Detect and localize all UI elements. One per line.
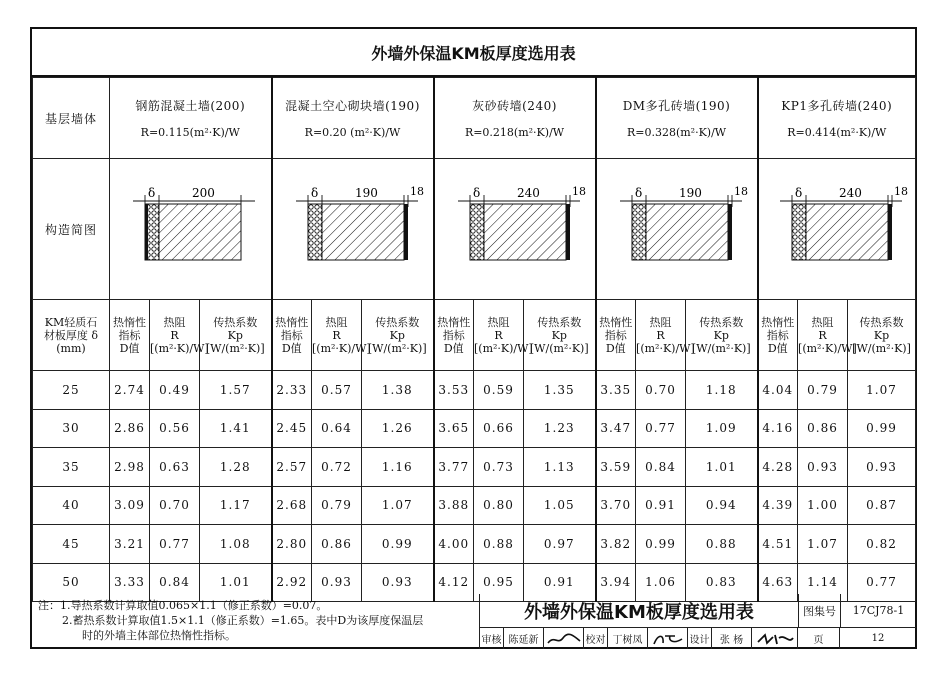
designer-signature: [752, 628, 798, 649]
table-cell: 0.79: [798, 371, 848, 410]
table-cell: 0.70: [636, 371, 686, 410]
col-header-line: R: [170, 328, 179, 342]
col-header-line: 指标: [118, 328, 141, 342]
table-cell: 0.77: [150, 525, 200, 564]
table-cell: 0.93: [848, 448, 916, 487]
col-header-line: 热阻: [487, 315, 510, 329]
reviewer-name: 陈延新: [504, 628, 544, 649]
col-header-line: 热惰性: [113, 315, 146, 329]
thickness-value: 35: [33, 448, 110, 487]
table-cell: 0.84: [636, 448, 686, 487]
thickness-value: 40: [33, 486, 110, 525]
diagram-label: 构造简图: [33, 159, 110, 300]
table-cell: 0.56: [150, 409, 200, 448]
thickness-label-line: 材板厚度 δ: [43, 328, 99, 342]
table-cell: 0.88: [686, 525, 758, 564]
table-cell: 0.70: [150, 486, 200, 525]
col-header-line: D值: [281, 341, 302, 355]
col-header-line: 指标: [280, 328, 303, 342]
col-header-line: 传热系数: [375, 315, 420, 329]
drawing-sheet: [30, 27, 917, 649]
wall-diagram-1: [110, 159, 272, 300]
table-cell: 0.80: [474, 486, 524, 525]
thickness-value: 30: [33, 409, 110, 448]
col-header-line: [(m²·K)/W]: [150, 341, 209, 355]
table-cell: 0.84: [150, 563, 200, 602]
table-cell: 0.99: [848, 409, 916, 448]
table-cell: 1.07: [362, 486, 434, 525]
table-cell: 4.16: [758, 409, 798, 448]
wall-type-2: [272, 78, 434, 159]
table-cell: 0.93: [362, 563, 434, 602]
col-header-r: [312, 300, 371, 371]
delta-label: δ: [310, 185, 318, 200]
wall-dimension: 190: [678, 185, 702, 200]
table-cell: 0.57: [312, 371, 362, 410]
wall-resistance: R=0.414(m²·K)/W: [787, 126, 887, 139]
col-header-line: [W/(m²·K)]: [691, 341, 751, 355]
table-row: [33, 486, 916, 525]
finish-dimension: 18: [571, 184, 586, 198]
table-row: [33, 409, 916, 448]
signature-mark: [650, 632, 686, 646]
table-cell: 2.57: [272, 448, 312, 487]
table-cell: 1.01: [200, 563, 272, 602]
table-row: [33, 448, 916, 487]
col-header-k: [362, 300, 434, 371]
table-cell: 0.88: [474, 525, 524, 564]
col-header-line: D值: [119, 341, 140, 355]
notes: [32, 594, 472, 649]
page-number: 12: [871, 633, 885, 644]
table-cell: 3.35: [596, 371, 636, 410]
wall-type-3: [434, 78, 596, 159]
col-header-k: [200, 300, 272, 371]
table-cell: 1.38: [362, 371, 434, 410]
finish-dimension: 18: [733, 184, 748, 198]
col-header-line: 热阻: [325, 315, 348, 329]
wall-resistance: R=0.20 (m²·K)/W: [304, 126, 401, 139]
page-label: 页: [798, 628, 840, 649]
col-header-line: R: [656, 328, 665, 342]
table-cell: 0.77: [848, 563, 916, 602]
table-cell: 1.23: [524, 409, 596, 448]
delta-label: δ: [794, 185, 803, 200]
wall-section-diagram: [762, 168, 912, 288]
col-header-line: Kp: [873, 328, 890, 342]
col-header-line: 传热系数: [859, 315, 904, 329]
wall-dimension: 240: [516, 185, 540, 200]
table-cell: 1.16: [362, 448, 434, 487]
finish-dimension: 18: [893, 184, 908, 198]
col-header-line: D值: [767, 341, 788, 355]
wall-diagram-5: [758, 159, 916, 300]
col-header-line: 指标: [442, 328, 465, 342]
table-title: 外墙外保温KM板厚度选用表: [32, 29, 915, 77]
checker-signature: [648, 628, 688, 649]
title-block-title: 外墙外保温KM板厚度选用表: [480, 594, 798, 628]
table-cell: 2.98: [110, 448, 150, 487]
wall-dimension: 240: [838, 185, 862, 200]
note-line: 2.蓄热系数计算取值1.5×1.1（修正系数）=1.65。表中D为该厚度保温层: [62, 614, 424, 627]
table-cell: 4.28: [758, 448, 798, 487]
atlas-number: 17CJ78-1: [840, 594, 916, 628]
designer-name: 张 杨: [712, 628, 752, 649]
col-header-line: [(m²·K)/W]: [798, 341, 857, 355]
finish-dimension: 18: [409, 184, 424, 198]
table-cell: 0.77: [636, 409, 686, 448]
table-cell: 3.88: [434, 486, 474, 525]
table-cell: 3.70: [596, 486, 636, 525]
table-cell: 0.63: [150, 448, 200, 487]
wall-dimension: 200: [192, 185, 216, 200]
col-header-line: D值: [443, 341, 464, 355]
thickness-value: 45: [33, 525, 110, 564]
col-header-line: R: [332, 328, 341, 342]
wall-section-diagram: [115, 168, 265, 288]
col-header-line: [W/(m²·K)]: [529, 341, 589, 355]
table-cell: 1.35: [524, 371, 596, 410]
table-cell: 1.57: [200, 371, 272, 410]
col-header-line: [(m²·K)/W]: [474, 341, 533, 355]
table-cell: 4.63: [758, 563, 798, 602]
table-cell: 0.91: [524, 563, 596, 602]
wall-resistance: R=0.328(m²·K)/W: [626, 126, 727, 139]
col-header-line: 热阻: [649, 315, 672, 329]
table-cell: 2.33: [272, 371, 312, 410]
col-header-d: [272, 300, 312, 371]
table-cell: 1.13: [524, 448, 596, 487]
col-header-line: 指标: [766, 328, 789, 342]
table-cell: 2.68: [272, 486, 312, 525]
table-row: [33, 525, 916, 564]
col-header-r: [150, 300, 209, 371]
table-cell: 1.09: [686, 409, 758, 448]
wall-dimension: 190: [354, 185, 378, 200]
table-cell: 4.39: [758, 486, 798, 525]
col-header-d: [110, 300, 150, 371]
thickness-selection-table: [32, 77, 916, 602]
table-cell: 0.97: [524, 525, 596, 564]
table-cell: 1.14: [798, 563, 848, 602]
col-header-line: 指标: [604, 328, 627, 342]
table-cell: 0.99: [636, 525, 686, 564]
table-cell: 0.82: [848, 525, 916, 564]
table-cell: 1.28: [200, 448, 272, 487]
wall-section-diagram: [278, 168, 428, 288]
wall-type-4: [596, 78, 758, 159]
review-label: 审核: [480, 628, 504, 649]
table-cell: 0.72: [312, 448, 362, 487]
col-header-line: [W/(m²·K)]: [367, 341, 427, 355]
wall-diagram-4: [596, 159, 758, 300]
wall-name: 钢筋混凝土墙(200): [135, 99, 246, 113]
col-header-k: [686, 300, 758, 371]
table-cell: 0.91: [636, 486, 686, 525]
table-cell: 2.92: [272, 563, 312, 602]
col-header-line: 热惰性: [275, 315, 309, 329]
col-header-k: [848, 300, 916, 371]
col-header-line: 传热系数: [537, 315, 582, 329]
col-header-line: D值: [605, 341, 626, 355]
table-cell: 2.80: [272, 525, 312, 564]
table-cell: 0.95: [474, 563, 524, 602]
wall-resistance: R=0.115(m²·K)/W: [140, 126, 240, 139]
delta-label: δ: [148, 185, 156, 200]
col-header-line: 热阻: [811, 315, 834, 329]
col-header-line: 传热系数: [699, 315, 744, 329]
check-label: 校对: [584, 628, 608, 649]
wall-diagram-2: [272, 159, 434, 300]
table-cell: 3.53: [434, 371, 474, 410]
table-cell: 0.79: [312, 486, 362, 525]
table-cell: 1.05: [524, 486, 596, 525]
table-cell: 4.12: [434, 563, 474, 602]
atlas-label: 图集号: [798, 594, 840, 628]
col-header-r: [474, 300, 533, 371]
col-header-d: [596, 300, 636, 371]
wall-type-1: [110, 78, 272, 159]
note-line: 注：1.导热系数计算取值0.065×1.1（修正系数）=0.07。: [38, 599, 328, 612]
table-cell: 4.00: [434, 525, 474, 564]
title-block: [479, 594, 915, 649]
delta-label: δ: [472, 185, 480, 200]
table-cell: 0.49: [150, 371, 200, 410]
table-cell: 3.65: [434, 409, 474, 448]
wall-name: 灰砂砖墙(240): [472, 99, 557, 113]
reviewer-signature: [544, 628, 584, 649]
wall-resistance: R=0.218(m²·K)/W: [464, 126, 565, 139]
col-header-r: [636, 300, 695, 371]
wall-section-diagram: [440, 168, 590, 288]
wall-name: KP1多孔砖墙(240): [781, 99, 893, 113]
table-cell: 1.17: [200, 486, 272, 525]
diagram-row: [33, 159, 916, 300]
table-cell: 1.01: [686, 448, 758, 487]
table-cell: 3.77: [434, 448, 474, 487]
col-header-r: [798, 300, 857, 371]
table-cell: 0.64: [312, 409, 362, 448]
thickness-label: [33, 300, 110, 371]
col-header-line: 热惰性: [437, 315, 471, 329]
table-cell: 1.07: [848, 371, 916, 410]
col-header-line: 热阻: [163, 315, 186, 329]
table-cell: 2.86: [110, 409, 150, 448]
column-header-row: [33, 300, 916, 371]
col-header-line: [(m²·K)/W]: [312, 341, 371, 355]
signature-mark: [546, 632, 582, 646]
table-cell: 3.09: [110, 486, 150, 525]
thickness-label-line: KM轻质石: [44, 315, 98, 329]
wall-type-5: [758, 78, 916, 159]
col-header-line: Kp: [389, 328, 405, 342]
table-cell: 0.59: [474, 371, 524, 410]
thickness-value: 25: [33, 371, 110, 410]
col-header-line: R: [818, 328, 827, 342]
table-cell: 1.18: [686, 371, 758, 410]
table-cell: 1.00: [798, 486, 848, 525]
col-header-d: [758, 300, 798, 371]
col-header-line: 传热系数: [213, 315, 258, 329]
col-header-line: 热惰性: [599, 315, 633, 329]
table-cell: 1.08: [200, 525, 272, 564]
wall-diagram-3: [434, 159, 596, 300]
table-cell: 0.86: [312, 525, 362, 564]
table-cell: 0.87: [848, 486, 916, 525]
table-cell: 1.07: [798, 525, 848, 564]
wall-name: DM多孔砖墙(190): [622, 99, 731, 113]
table-cell: 3.94: [596, 563, 636, 602]
table-cell: 0.94: [686, 486, 758, 525]
col-header-line: 热惰性: [761, 315, 795, 329]
col-header-line: [(m²·K)/W]: [636, 341, 695, 355]
table-cell: 0.99: [362, 525, 434, 564]
col-header-line: Kp: [713, 328, 729, 342]
checker-name: 丁树凤: [608, 628, 648, 649]
design-label: 设计: [688, 628, 712, 649]
table-cell: 0.66: [474, 409, 524, 448]
table-cell: 2.45: [272, 409, 312, 448]
table-row: [33, 371, 916, 410]
base-wall-label: 基层墙体: [33, 78, 110, 159]
signature-strip: [480, 628, 916, 649]
col-header-k: [524, 300, 596, 371]
wall-section-diagram: [602, 168, 752, 288]
col-header-d: [434, 300, 474, 371]
table-cell: 4.51: [758, 525, 798, 564]
table-cell: 3.47: [596, 409, 636, 448]
table-cell: 0.93: [798, 448, 848, 487]
base-wall-row: [33, 78, 916, 159]
wall-name: 混凝土空心砌块墙(190): [285, 99, 420, 113]
table-cell: 1.41: [200, 409, 272, 448]
table-cell: 3.82: [596, 525, 636, 564]
table-cell: 0.83: [686, 563, 758, 602]
table-cell: 4.04: [758, 371, 798, 410]
table-cell: 0.73: [474, 448, 524, 487]
table-cell: 2.74: [110, 371, 150, 410]
thickness-value: 50: [33, 563, 110, 602]
note-line: 时的外墙主体部位热惰性指标。: [82, 629, 236, 642]
table-cell: 3.59: [596, 448, 636, 487]
thickness-label-line: (mm): [56, 341, 86, 355]
delta-label: δ: [634, 185, 642, 200]
table-cell: 1.26: [362, 409, 434, 448]
col-header-line: R: [494, 328, 503, 342]
col-header-line: [W/(m²·K)]: [205, 341, 265, 355]
table-cell: 3.21: [110, 525, 150, 564]
table-cell: 1.06: [636, 563, 686, 602]
col-header-line: [W/(m²·K)]: [852, 341, 911, 355]
signature-mark: [755, 632, 795, 646]
table-cell: 3.33: [110, 563, 150, 602]
table-cell: 0.93: [312, 563, 362, 602]
table-cell: 0.86: [798, 409, 848, 448]
col-header-line: Kp: [551, 328, 567, 342]
col-header-line: Kp: [227, 328, 243, 342]
